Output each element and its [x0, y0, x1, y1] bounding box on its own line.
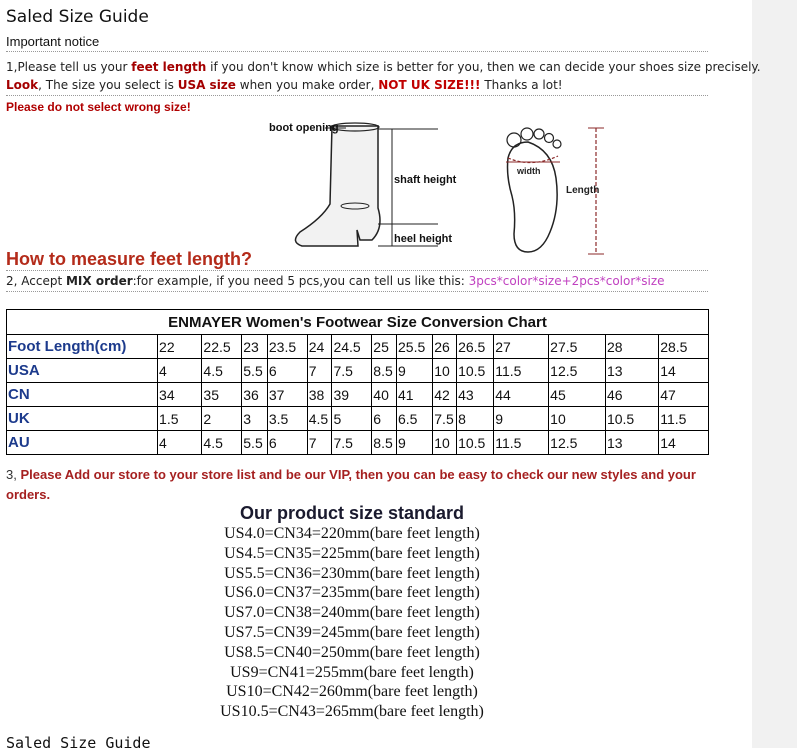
table-cell: 45: [549, 383, 606, 407]
table-cell: 5: [332, 407, 372, 431]
table-cell: 35: [202, 383, 242, 407]
mix-example: 3pcs*color*size+2pcs*color*size: [468, 274, 665, 288]
row-label: UK: [7, 407, 158, 431]
instruction-highlight: Look: [6, 78, 39, 92]
table-cell: 9: [494, 407, 549, 431]
table-row: [7, 407, 709, 431]
table-cell: 10: [433, 431, 457, 455]
length-label: Length: [566, 185, 600, 196]
shaft-height-label: shaft height: [394, 174, 457, 186]
table-cell: 39: [332, 383, 372, 407]
table-cell: 6.5: [397, 407, 433, 431]
table-cell: 7: [307, 431, 332, 455]
divider: [6, 51, 708, 52]
table-cell: 10.5: [457, 359, 494, 383]
table-cell: 10.5: [605, 407, 658, 431]
row-label: USA: [7, 359, 158, 383]
table-cell: 3: [242, 407, 268, 431]
instruction-line-2: [6, 78, 563, 92]
table-cell: 6: [372, 407, 397, 431]
table-cell: 46: [605, 383, 658, 407]
instruction-highlight: NOT UK SIZE!!!: [378, 78, 481, 92]
table-caption: ENMAYER Women's Footwear Size Conversion Chart: [7, 310, 709, 335]
table-cell: 13: [605, 359, 658, 383]
table-cell: 7: [307, 359, 332, 383]
table-cell: 11.5: [494, 359, 549, 383]
table-cell: 27.5: [549, 335, 606, 359]
standard-list: [0, 524, 704, 722]
table-cell: 22: [158, 335, 202, 359]
table-cell: 10: [549, 407, 606, 431]
standard-line: US9=CN41=255mm(bare feet length): [230, 663, 474, 681]
table-cell: 7.5: [332, 431, 372, 455]
standard-line: US7.0=CN38=240mm(bare feet length): [224, 604, 480, 622]
table-cell: 14: [659, 431, 709, 455]
instruction-text: , The size you select is: [38, 78, 178, 92]
instruction-line-1: [6, 60, 761, 74]
table-cell: 8.5: [372, 359, 397, 383]
table-cell: 34: [158, 383, 202, 407]
heel-height-label: heel height: [394, 233, 453, 245]
table-cell: 4: [158, 431, 202, 455]
table-row: [7, 383, 709, 407]
table-cell: 7.5: [433, 407, 457, 431]
mix-highlight: MIX order: [65, 274, 133, 288]
row-label: CN: [7, 383, 158, 407]
instruction-highlight: USA size: [177, 78, 236, 92]
table-cell: 40: [372, 383, 397, 407]
table-cell: 28: [605, 335, 658, 359]
mix-text: 2, Accept: [6, 274, 66, 288]
boot-opening-label: boot opening: [269, 122, 339, 134]
table-cell: 27: [494, 335, 549, 359]
row-label: AU: [7, 431, 158, 455]
instruction-highlight: feet length: [131, 60, 207, 74]
instruction-text: Thanks a lot!: [480, 78, 563, 92]
standard-line: US10=CN42=260mm(bare feet length): [226, 683, 478, 701]
table-cell: 11.5: [494, 431, 549, 455]
table-cell: 44: [494, 383, 549, 407]
vip-number: 3,: [6, 467, 21, 482]
vip-text: Please Add our store to your store list and be our VIP, then you can be easy to check our new styles and your orders.: [6, 467, 696, 502]
instruction-text: when you make order,: [235, 78, 379, 92]
table-cell: 38: [307, 383, 332, 407]
table-cell: 6: [267, 359, 307, 383]
table-cell: 13: [605, 431, 658, 455]
table-cell: 9: [397, 431, 433, 455]
table-cell: 28.5: [659, 335, 709, 359]
table-cell: 3.5: [267, 407, 307, 431]
table-row: [7, 359, 709, 383]
table-cell: 10.5: [457, 431, 494, 455]
divider: [6, 270, 708, 271]
standard-line: US8.5=CN40=250mm(bare feet length): [224, 643, 480, 661]
table-cell: 26: [433, 335, 457, 359]
table-cell: 22.5: [202, 335, 242, 359]
table-cell: 11.5: [659, 407, 709, 431]
table-cell: 41: [397, 383, 433, 407]
table-cell: 25: [372, 335, 397, 359]
mix-order-line: [6, 274, 665, 288]
table-cell: 4.5: [202, 431, 242, 455]
table-cell: 43: [457, 383, 494, 407]
table-cell: 4.5: [307, 407, 332, 431]
row-label: Foot Length(cm): [7, 335, 158, 359]
table-cell: 8: [457, 407, 494, 431]
size-conversion-table: [6, 309, 709, 455]
standard-line: US4.5=CN35=225mm(bare feet length): [224, 544, 480, 562]
warning-text: Please do not select wrong size!: [6, 100, 191, 114]
measure-diagram: [260, 112, 630, 262]
standard-line: US5.5=CN36=230mm(bare feet length): [224, 564, 480, 582]
table-body: [7, 335, 709, 455]
instruction-text: 1,Please tell us your: [6, 60, 132, 74]
notice-heading: Important notice: [6, 34, 100, 49]
table-cell: 4: [158, 359, 202, 383]
section-heading: How to measure feet length?: [6, 249, 253, 269]
page-margin: [752, 0, 797, 748]
table-cell: 23.5: [267, 335, 307, 359]
table-cell: 2: [202, 407, 242, 431]
standard-line: US7.5=CN39=245mm(bare feet length): [224, 623, 480, 641]
table-cell: 8.5: [372, 431, 397, 455]
table-cell: 36: [242, 383, 268, 407]
table-cell: 14: [659, 359, 709, 383]
table-cell: 26.5: [457, 335, 494, 359]
table-cell: 5.5: [242, 431, 268, 455]
standard-line: US6.0=CN37=235mm(bare feet length): [224, 584, 480, 602]
table-cell: 37: [267, 383, 307, 407]
instruction-text: if you don't know which size is better for you, then we can decide your shoes size precisely.: [206, 60, 761, 74]
table-row: [7, 431, 709, 455]
table-cell: 42: [433, 383, 457, 407]
standard-title: Our product size standard: [239, 503, 465, 523]
table-cell: 25.5: [397, 335, 433, 359]
standard-line: US4.0=CN34=220mm(bare feet length): [224, 525, 480, 542]
table-cell: 23: [242, 335, 268, 359]
standard-line: US10.5=CN43=265mm(bare feet length): [220, 703, 484, 721]
table-cell: 1.5: [158, 407, 202, 431]
width-label: width: [517, 166, 541, 176]
divider: [6, 291, 708, 292]
table-caption-row: [7, 310, 709, 335]
table-cell: 10: [433, 359, 457, 383]
table-cell: 4.5: [202, 359, 242, 383]
table-cell: 7.5: [332, 359, 372, 383]
table-cell: 12.5: [549, 431, 606, 455]
vip-paragraph: [6, 465, 706, 505]
divider: [6, 95, 708, 96]
table-cell: 5.5: [242, 359, 268, 383]
table-cell: 24.5: [332, 335, 372, 359]
table-cell: 24: [307, 335, 332, 359]
footer-title: Saled Size Guide: [6, 734, 151, 752]
table-cell: 47: [659, 383, 709, 407]
mix-text: :for example, if you need 5 pcs,you can tell us like this:: [132, 274, 469, 288]
table-row: [7, 335, 709, 359]
table-cell: 9: [397, 359, 433, 383]
table-cell: 12.5: [549, 359, 606, 383]
page-title: Saled Size Guide: [6, 7, 149, 27]
table-cell: 6: [267, 431, 307, 455]
